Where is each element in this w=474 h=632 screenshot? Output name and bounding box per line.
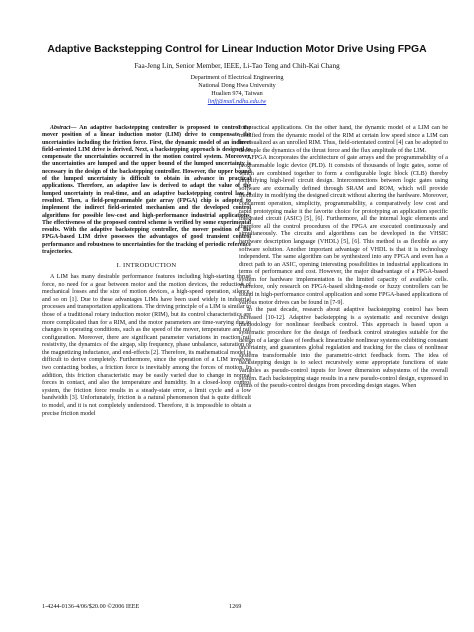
author-email-link[interactable]: linfj@mail.ndhu.edu.tw [207,98,267,105]
affiliation-university: National Dong Hwa University [198,82,276,89]
affiliation-department: Department of Electrical Engineering [190,74,284,81]
left-column [42,125,251,574]
page-number: 1269 [229,603,242,610]
affiliation-city: Hualien 974, Taiwan [211,90,263,97]
abstract [42,125,251,256]
paper-title: Adaptive Backstepping Control for Linear Induction Motor Drive Using FPGA [47,44,427,55]
intro-paragraph-continued: for practical applications. On the other hand, the dynamic model of a LIM can be modified from the dynamic model of the RIM at certain low speed since a LIM can be visualized as an unrolled RIM. Thus, field-orientated control [4] can be adopted to decouple the dynamics of the thrust force and the flux amplitude of the LIM. [239,125,448,154]
abstract-label: Abstract [50,125,71,131]
fpga-paragraph: AFPGA incorporates the architecture of gate arrays and the programmability of a programmable logic device (PLD). It consists of thousands of logic gates, some of which are combined together to form a configurable logic block (CLB) thereby simplifying high-level circuit design. Interconnections between logic gates using software are externally defined through SRAM and ROM, which will provide flexibility in modifying the designed circuit without altering the hardware. Moreover, concurrent operation, simplicity, programmability, a comparatively low cost and rapid prototyping make it the favorite choice for prototyping an application specific integrated circuit (ASIC) [5], [6]. Furthermore, all the internal logic elements and therefore all the control procedures of the FPGA are executed continuously and simultaneously. The circuits and algorithms can be developed in the VHSIC hardware description language (VHDL) [5], [6]. This method is as flexible as any software solution. Another important advantage of VHDL is that it is technology independent. The same algorithm can be synthesized into any FPGA and even has a direct path to an ASIC, opening interesting possibilities in industrial applications in terms of performance and cost. However, the major disadvantage of a FPGA-based system for hardware implementation is the limited capacity of available cells. Therefore, only research on FPGA-based sliding-mode or fuzzy controllers can be found in high-performance control application and some FPGA-based applications of various motor drives can be found in [7-9]. [239,155,448,306]
paper-authors: Faa-Jeng Lin, Senior Member, IEEE, Li-Tao Teng and Chih-Kai Chang [134,62,340,70]
intro-paragraph-1: A LIM has many desirable performance features including high-starting thrust force, no need for a gear between motor and the motion devices, the reduction of mechanical losses and the size of motion devices, a high-speed operation, silence, and so on [1]. Due to these advantages LIMs have been used widely in industrial processes and transportation applications. The driving principle of a LIM is similar to those of a traditional rotary induction motor (RIM), but its control characteristics are more complicated than for a RIM, and the motor parameters are time-varying due to changes in operating conditions, such as the speed of the mover, temperature and rail configuration. Moreover, there are significant parameter variations in reaction rail resistivity, the dynamics of the airgap, slip frequency, phase unbalance, saturation of the magnetizing inductance, and end-effects [2]. Therefore, its mathematical model is difficult to derive completely. Furthermore, since the operation of a LIM involves two contacting bodies, a friction force is inevitably among the forces of motion. In addition, this friction characteristic may be easily varied due to change in normal forces in contact, and also the temperature and humidity. In a closed-loop control system, the friction force results in a steady-state error, a limit cycle and a low bandwidth [3]. Unfortunately, friction is a natural phenomenon that is quite difficult to model, and it is not completely understood. Therefore, it is impossible to obtain a precise friction model [42,273,251,417]
copyright-footer: 1-4244-0136-4/06/$20.00 ©2006 IEEE [42,603,140,610]
abstract-body: — An adaptive backstepping controller is proposed to control the mover position of a linear induction motor (LIM) drive to compensate the uncertainties including the friction force. First, the dynamic model of an indirect field-oriented LIM drive is derived. Next, a backstepping approach is designed to compensate the uncertainties occurred in the motion control system. Moreover, the uncertainties are lumped and the upper bound of the lumped uncertainty is necessary in the design of the backstepping controller. However, the upper bound of the lumped uncertainty is difficult to obtain in advance in practical applications. Therefore, an adaptive law is derived to adapt the value of the lumped uncertainty in real-time, and an adaptive backstepping control law is resulted. Then, a field-programmable gate array (FPGA) chip is adopted to implement the indirect field-oriented mechanism and the developed control algorithms for possible low-cost and high-performance industrial applications. The effectiveness of the proposed control scheme is verified by some experimental results. With the adaptive backstepping controller, the mover position of the FPGA-based LIM drive possesses the advantages of good transient control performance and robustness to uncertainties for the tracking of periodic reference trajectories. [42,125,251,256]
right-column [239,125,448,574]
affiliation-block [20,74,454,106]
section-heading-introduction: I. INTRODUCTION [116,262,177,270]
backstepping-paragraph: In the past decade, research about adaptive backstepping control has been increased [10-12]. Adaptive backstepping is a systematic and recursive design methodology for nonlinear feedback control. This approach is based upon a systematic procedure for the design of feedback control strategies suitable for the design of a large class of feedback linearizable nonlinear systems exhibiting constant uncertainty, and guarantees global regulation and tracking for the class of nonlinear systems transformable into the parametric-strict feedback form. The idea of backstepping design is to select recursively some appropriate functions of state variables as pseudo-control inputs for lower dimension subsystems of the overall system. Each backstepping stage results in a new pseudo-control design, expressed in terms of the pseudo-control designs from preceding design stages. When [239,307,448,390]
